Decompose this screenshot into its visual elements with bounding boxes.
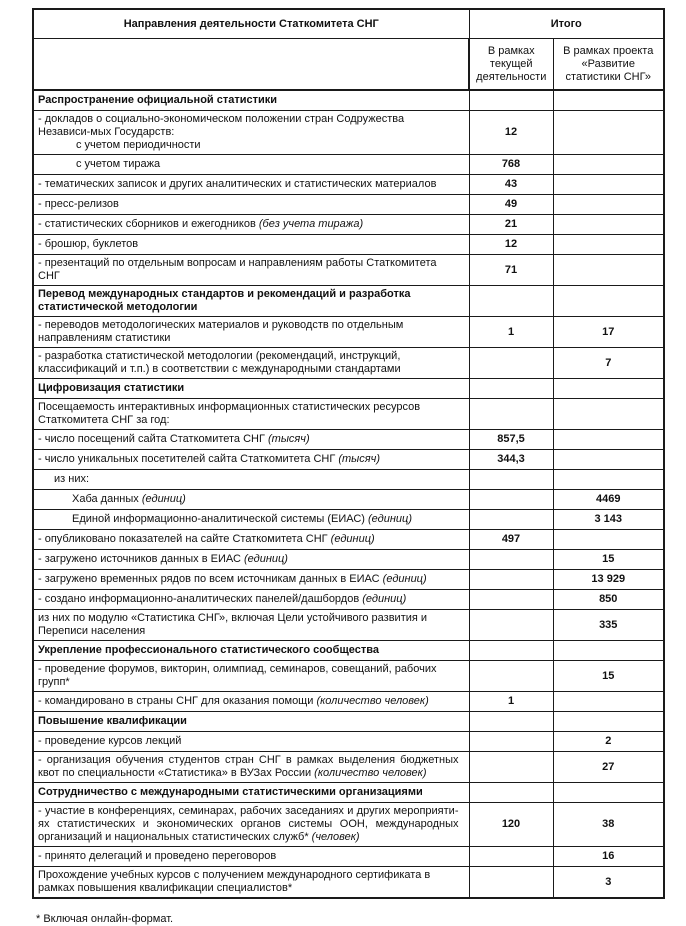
- row-label: [33, 470, 469, 490]
- row-label-note: (тысяч): [268, 433, 310, 445]
- table-row: [33, 867, 664, 899]
- value-project: [553, 783, 664, 803]
- section-row: [33, 641, 664, 661]
- row-label-text: - число уникальных посетителей сайта Статкомитета СНГ: [38, 453, 339, 465]
- row-label-text: Сотрудничество с международными статистическими организациями: [38, 786, 423, 798]
- value-project: [553, 430, 664, 450]
- table-row: [33, 732, 664, 752]
- table-row: [33, 570, 664, 590]
- table-row: [33, 490, 664, 510]
- row-label: [33, 867, 469, 899]
- value-project: 13 929: [553, 570, 664, 590]
- row-label: [33, 590, 469, 610]
- value-current-activity: [469, 470, 553, 490]
- value-current-activity: 43: [469, 175, 553, 195]
- value-project: [553, 692, 664, 712]
- column-header-current-activity: В рамках текущей деятельности: [469, 39, 553, 91]
- row-label-note: (единиц): [141, 493, 186, 505]
- section-row: [33, 783, 664, 803]
- column-header-empty: [33, 39, 469, 91]
- row-label-note: (единиц): [362, 593, 407, 605]
- value-project: [553, 235, 664, 255]
- value-project: 2: [553, 732, 664, 752]
- section-row: [33, 90, 664, 111]
- table-row: [33, 530, 664, 550]
- row-label-text: Хаба данных: [72, 493, 142, 505]
- row-label-text: - тематических записок и других аналитических и статистических материалов: [38, 178, 437, 190]
- value-project: 38: [553, 803, 664, 847]
- value-current-activity: 1: [469, 317, 553, 348]
- value-current-activity: [469, 641, 553, 661]
- row-label-note: (количество человек): [316, 695, 429, 707]
- row-label-text: - статистических сборников и ежегодников: [38, 218, 259, 230]
- row-label-text: - опубликовано показателей на сайте Статкомитета СНГ: [38, 533, 331, 545]
- row-label: [33, 692, 469, 712]
- value-current-activity: [469, 90, 553, 111]
- table-row: [33, 175, 664, 195]
- row-label-text: из них:: [54, 473, 90, 485]
- value-project: [553, 155, 664, 175]
- table-row: [33, 255, 664, 286]
- row-label-text: - загружено источников данных в ЕИАС: [38, 553, 244, 565]
- table-row: [33, 803, 664, 847]
- row-label-text: Повышение квалификации: [38, 715, 187, 727]
- section-label: [33, 783, 469, 803]
- table-row: [33, 235, 664, 255]
- row-label-text: - пресс-релизов: [38, 198, 119, 210]
- row-label: [33, 610, 469, 641]
- value-current-activity: [469, 847, 553, 867]
- value-project: [553, 379, 664, 399]
- table-row: [33, 111, 664, 155]
- value-project: [553, 399, 664, 430]
- row-label: [33, 430, 469, 450]
- section-row: [33, 286, 664, 317]
- value-current-activity: [469, 752, 553, 783]
- table-row: [33, 155, 664, 175]
- value-project: 7: [553, 348, 664, 379]
- table-header: [33, 9, 664, 90]
- row-label-text: - переводов методологических материалов и руководств по отдельным направлениям статистики: [38, 319, 404, 344]
- value-current-activity: [469, 550, 553, 570]
- activity-report-table: [32, 8, 665, 899]
- value-current-activity: [469, 867, 553, 899]
- value-project: [553, 255, 664, 286]
- value-current-activity: [469, 379, 553, 399]
- row-label-text: Единой информационно-аналитической системы (ЕИАС): [72, 513, 368, 525]
- value-project: [553, 530, 664, 550]
- value-project: [553, 111, 664, 155]
- value-project: [553, 712, 664, 732]
- row-label-text: - проведение курсов лекций: [38, 735, 182, 747]
- value-project: [553, 470, 664, 490]
- row-label-note: (количество человек): [314, 767, 427, 779]
- row-label-text: - организация обучения студентов стран СНГ в рамках выделения бюджетных квот по специальности «Статистика» в ВУЗах России: [38, 754, 459, 779]
- table-row: [33, 195, 664, 215]
- table-row: [33, 510, 664, 530]
- table-row: [33, 450, 664, 470]
- row-label-text: Укрепление профессионального статистического сообщества: [38, 644, 379, 656]
- value-current-activity: 49: [469, 195, 553, 215]
- table-row: [33, 610, 664, 641]
- value-project: [553, 450, 664, 470]
- row-label-note: (единиц): [330, 533, 375, 545]
- row-label-text: - число посещений сайта Статкомитета СНГ: [38, 433, 269, 445]
- row-label: [33, 732, 469, 752]
- value-current-activity: [469, 348, 553, 379]
- value-project: [553, 90, 664, 111]
- table-row: [33, 752, 664, 783]
- row-label: [33, 399, 469, 430]
- row-sublabel: с учетом периодичности: [76, 139, 201, 151]
- value-project: 15: [553, 661, 664, 692]
- row-label-text: - создано информационно-аналитических панелей/дашбордов: [38, 593, 363, 605]
- value-current-activity: [469, 286, 553, 317]
- row-label: [33, 550, 469, 570]
- row-label-text: из них по модулю «Статистика СНГ», включая Цели устойчивого развития и Переписи населения: [38, 612, 428, 637]
- row-label: [33, 752, 469, 783]
- value-project: 335: [553, 610, 664, 641]
- row-label-note: (без учета тиража): [258, 218, 364, 230]
- row-label: [33, 490, 469, 510]
- table-row: [33, 348, 664, 379]
- value-project: 15: [553, 550, 664, 570]
- row-label: [33, 195, 469, 215]
- row-label: [33, 530, 469, 550]
- row-label-note: (человек): [311, 831, 360, 843]
- value-current-activity: 21: [469, 215, 553, 235]
- row-label-text: - брошюр, буклетов: [38, 238, 139, 250]
- value-project: 850: [553, 590, 664, 610]
- row-label: [33, 111, 469, 155]
- table-row: [33, 847, 664, 867]
- row-label-text: - участие в конференциях, семинарах, рабочих заседаниях и других мероприяти-ях статистических и экономических органов системы ООН, международных организаций и национальных статистических служб*: [38, 805, 459, 843]
- value-current-activity: 120: [469, 803, 553, 847]
- row-label-text: с учетом тиража: [76, 158, 161, 170]
- value-project: 17: [553, 317, 664, 348]
- value-current-activity: [469, 661, 553, 692]
- value-project: 27: [553, 752, 664, 783]
- value-project: [553, 286, 664, 317]
- header-row-sub: [33, 39, 664, 91]
- row-label: [33, 317, 469, 348]
- section-row: [33, 712, 664, 732]
- value-current-activity: [469, 570, 553, 590]
- row-label: [33, 215, 469, 235]
- row-label: [33, 661, 469, 692]
- row-label-note: (единиц): [368, 513, 412, 525]
- section-label: [33, 286, 469, 317]
- value-current-activity: 12: [469, 235, 553, 255]
- row-label: [33, 255, 469, 286]
- value-current-activity: [469, 712, 553, 732]
- table-row: [33, 470, 664, 490]
- value-current-activity: 344,3: [469, 450, 553, 470]
- value-current-activity: 1: [469, 692, 553, 712]
- row-label-text: Распространение официальной статистики: [38, 94, 278, 106]
- footnote: * Включая онлайн-формат.: [36, 913, 174, 925]
- value-current-activity: 12: [469, 111, 553, 155]
- table-row: [33, 550, 664, 570]
- table-row: [33, 215, 664, 235]
- row-label: [33, 155, 469, 175]
- row-label-text: - командировано в страны СНГ для оказания помощи: [38, 695, 317, 707]
- row-label: [33, 510, 469, 530]
- value-project: 16: [553, 847, 664, 867]
- row-label: [33, 570, 469, 590]
- value-current-activity: [469, 490, 553, 510]
- value-current-activity: [469, 783, 553, 803]
- row-label: [33, 348, 469, 379]
- table-row: [33, 692, 664, 712]
- row-label-text: Прохождение учебных курсов с получением международного сертификата в рамках повышения квалификации специалистов*: [38, 869, 431, 894]
- value-current-activity: [469, 610, 553, 641]
- column-header-total: Итого: [469, 9, 664, 39]
- value-project: 3 143: [553, 510, 664, 530]
- row-label-text: - презентаций по отдельным вопросам и направлениям работы Статкомитета СНГ: [38, 257, 437, 282]
- column-header-directions: Направления деятельности Статкомитета СНГ: [33, 9, 469, 39]
- column-header-project: В рамках проекта «Развитие статистики СНГ»: [553, 39, 664, 91]
- value-project: [553, 175, 664, 195]
- value-current-activity: 768: [469, 155, 553, 175]
- row-label-note: (единиц): [382, 573, 427, 585]
- value-project: 4469: [553, 490, 664, 510]
- row-label-note: (единиц): [243, 553, 288, 565]
- table-row: [33, 661, 664, 692]
- row-label-text: - принято делегаций и проведено переговоров: [38, 850, 277, 862]
- row-label: [33, 847, 469, 867]
- row-label-text: Посещаемость интерактивных информационных статистических ресурсов Статкомитета СНГ за год:: [38, 401, 421, 426]
- row-label-text: Перевод международных стандартов и рекомендаций и разработка статистической методологии: [38, 288, 411, 313]
- value-project: [553, 215, 664, 235]
- section-row: [33, 379, 664, 399]
- table-row: [33, 590, 664, 610]
- value-current-activity: 857,5: [469, 430, 553, 450]
- value-current-activity: [469, 399, 553, 430]
- row-label-text: Цифровизация статистики: [38, 382, 185, 394]
- row-label-text: - разработка статистической методологии (рекомендаций, инструкций, классификаций и т.п.) в соответствии с международными стандартами: [38, 350, 401, 375]
- value-project: 3: [553, 867, 664, 899]
- section-label: [33, 379, 469, 399]
- table-row: [33, 399, 664, 430]
- value-current-activity: [469, 590, 553, 610]
- row-label-text: - проведение форумов, викторин, олимпиад, семинаров, совещаний, рабочих групп*: [38, 663, 437, 688]
- row-label: [33, 450, 469, 470]
- section-label: [33, 712, 469, 732]
- row-label: [33, 175, 469, 195]
- row-label: [33, 235, 469, 255]
- row-label-text: - докладов о социально-экономическом положении стран Содружества Независи-мых Государств:: [38, 113, 405, 138]
- table-row: [33, 317, 664, 348]
- table-row: [33, 430, 664, 450]
- value-current-activity: [469, 732, 553, 752]
- value-current-activity: 71: [469, 255, 553, 286]
- row-label: [33, 803, 469, 847]
- value-project: [553, 195, 664, 215]
- header-row-main: [33, 9, 664, 39]
- section-label: [33, 90, 469, 111]
- section-label: [33, 641, 469, 661]
- table-body: [33, 90, 664, 898]
- row-label-note: (тысяч): [338, 453, 380, 465]
- value-current-activity: 497: [469, 530, 553, 550]
- value-current-activity: [469, 510, 553, 530]
- value-project: [553, 641, 664, 661]
- row-label-text: - загружено временных рядов по всем источникам данных в ЕИАС: [38, 573, 383, 585]
